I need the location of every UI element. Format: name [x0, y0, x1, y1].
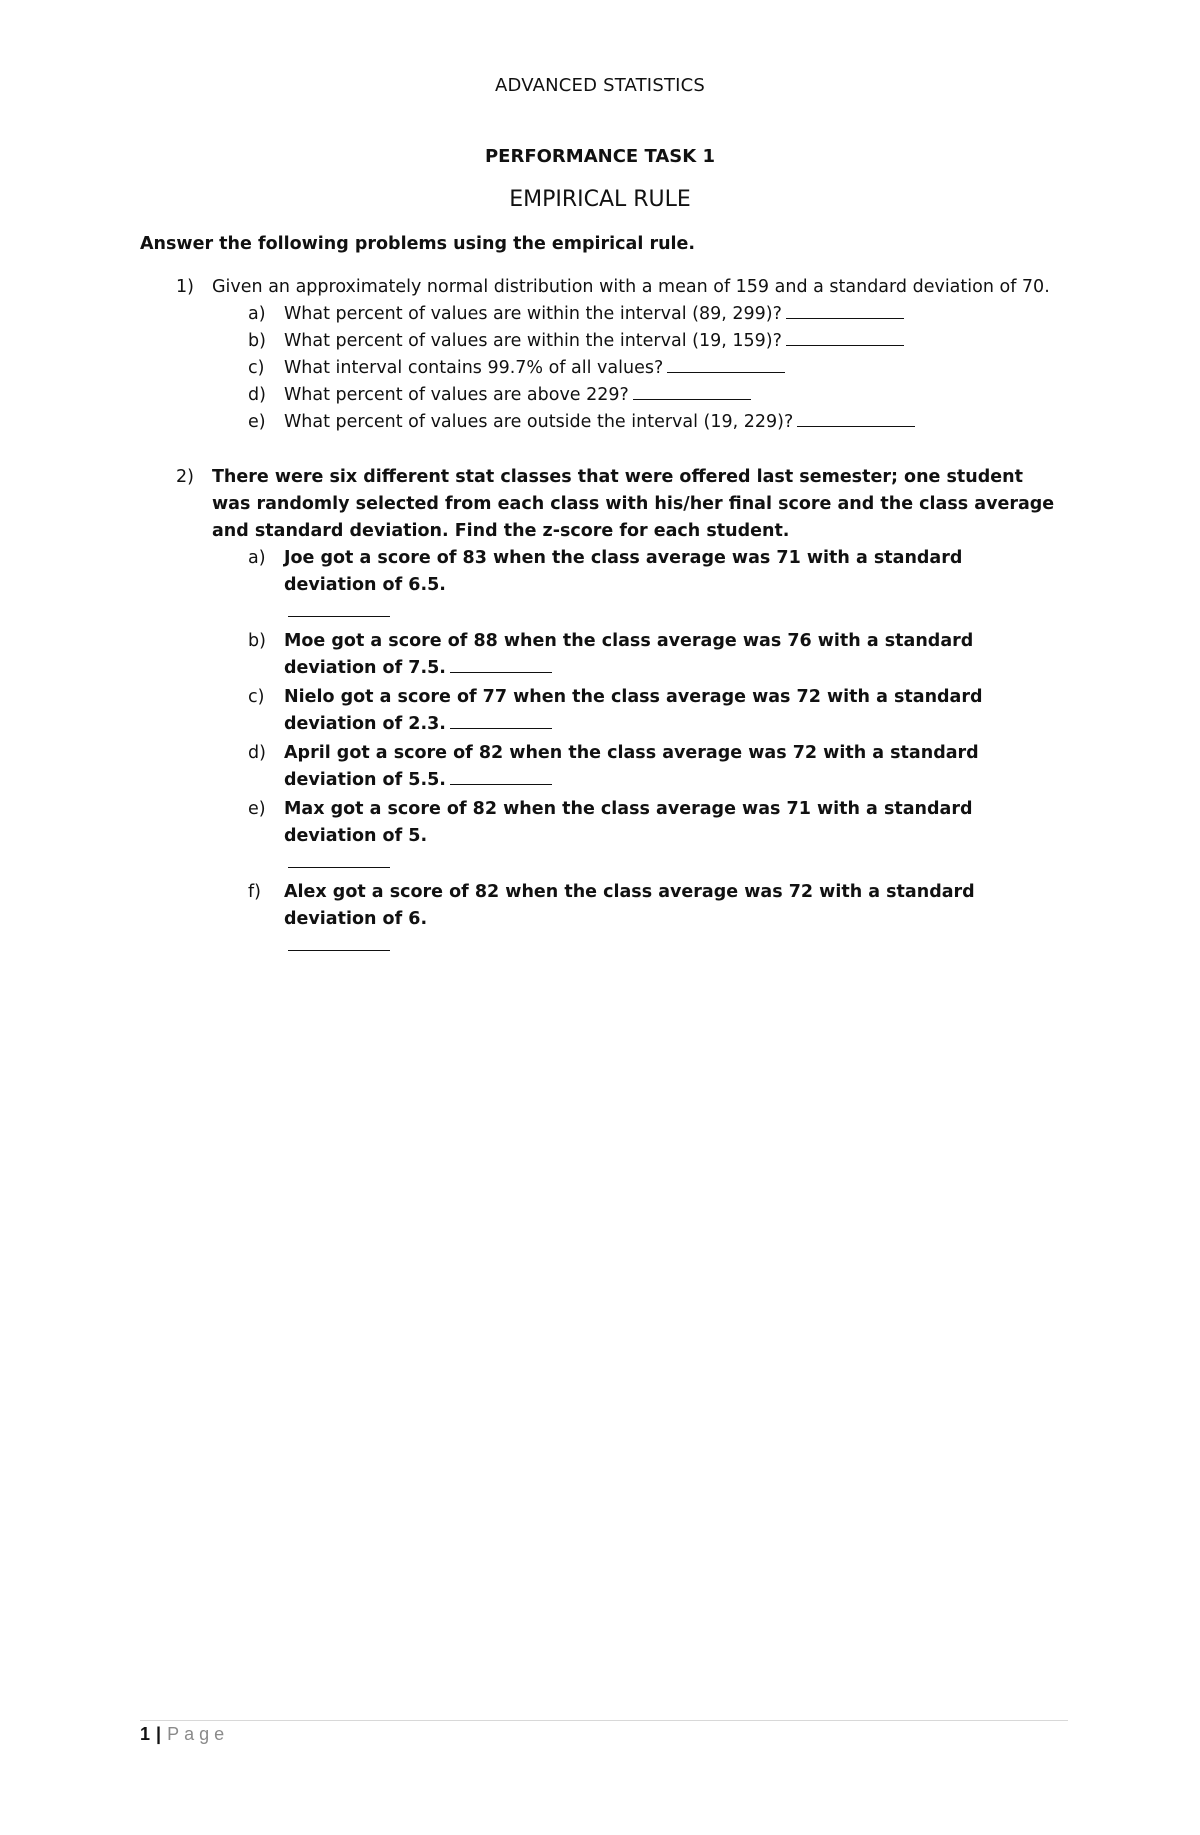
list-item	[212, 879, 1060, 960]
answer-blank	[450, 770, 552, 785]
list-item	[212, 684, 1060, 738]
item-text: What interval contains 99.7% of all values?	[284, 358, 664, 378]
instructions: Answer the following problems using the empirical rule.	[140, 234, 696, 254]
answer-blank	[667, 358, 785, 373]
answer-blank	[450, 714, 552, 729]
page-label: Page	[167, 1724, 230, 1744]
item-text: What percent of values are outside the interval (19, 229)?	[284, 412, 794, 432]
item-text: Moe got a score of 88 when the class average was 76 with a standard deviation of 7.5.	[284, 631, 974, 678]
item-text: What percent of values are above 229?	[284, 385, 629, 405]
page-footer	[140, 1724, 229, 1745]
item-text: Nielo got a score of 77 when the class average was 72 with a standard deviation of 2.3.	[284, 687, 983, 734]
list-item	[212, 328, 1060, 355]
question-1-items	[212, 301, 1060, 436]
list-item	[212, 628, 1060, 682]
answer-blank	[633, 385, 751, 400]
item-letter: b)	[248, 331, 266, 351]
list-item	[212, 382, 1060, 409]
footer-separator: |	[156, 1724, 162, 1744]
item-text: Alex got a score of 82 when the class average was 72 with a standard deviation of 6.	[284, 882, 975, 929]
question-number: 1)	[176, 277, 194, 297]
question-1	[140, 274, 1060, 436]
question-number: 2)	[176, 467, 194, 487]
document-body	[140, 72, 1060, 962]
list-item	[212, 355, 1060, 382]
item-letter: c)	[248, 687, 265, 707]
item-text: Max got a score of 82 when the class average was 71 with a standard deviation of 5.	[284, 799, 973, 846]
item-text: What percent of values are within the interval (19, 159)?	[284, 331, 782, 351]
answer-blank	[797, 412, 915, 427]
answer-blank	[450, 658, 552, 673]
answer-blank	[288, 853, 390, 868]
item-text: Joe got a score of 83 when the class average was 71 with a standard deviation of 6.5.	[284, 548, 963, 595]
item-letter: a)	[248, 548, 266, 568]
answer-blank	[288, 602, 390, 617]
item-letter: c)	[248, 358, 265, 378]
list-item	[212, 409, 1060, 436]
course-header: ADVANCED STATISTICS	[494, 75, 706, 96]
question-2	[140, 464, 1060, 960]
item-text: April got a score of 82 when the class average was 72 with a standard deviation of 5.5.	[284, 743, 979, 790]
list-item	[212, 740, 1060, 794]
list-item	[212, 545, 1060, 626]
list-item	[212, 301, 1060, 328]
topic-title: EMPIRICAL RULE	[509, 187, 691, 212]
item-letter: b)	[248, 631, 266, 651]
item-text: What percent of values are within the interval (89, 299)?	[284, 304, 782, 324]
task-title: PERFORMANCE TASK 1	[484, 146, 715, 167]
question-text: Given an approximately normal distribution with a mean of 159 and a standard deviation of 70.	[212, 277, 1050, 297]
answer-blank	[288, 936, 390, 951]
item-letter: d)	[248, 385, 266, 405]
page-number: 1	[140, 1724, 151, 1744]
item-letter: e)	[248, 412, 266, 432]
question-2-items	[212, 545, 1060, 960]
answer-blank	[786, 331, 904, 346]
footer-divider	[140, 1720, 1068, 1721]
question-text: There were six different stat classes that were offered last semester; one student was randomly selected from each class with his/her final score and the class average and standard deviation. Find the z-score for each student.	[212, 467, 1055, 541]
item-letter: e)	[248, 799, 266, 819]
item-letter: d)	[248, 743, 266, 763]
item-letter: f)	[248, 882, 261, 902]
list-item	[212, 796, 1060, 877]
item-letter: a)	[248, 304, 266, 324]
answer-blank	[786, 304, 904, 319]
